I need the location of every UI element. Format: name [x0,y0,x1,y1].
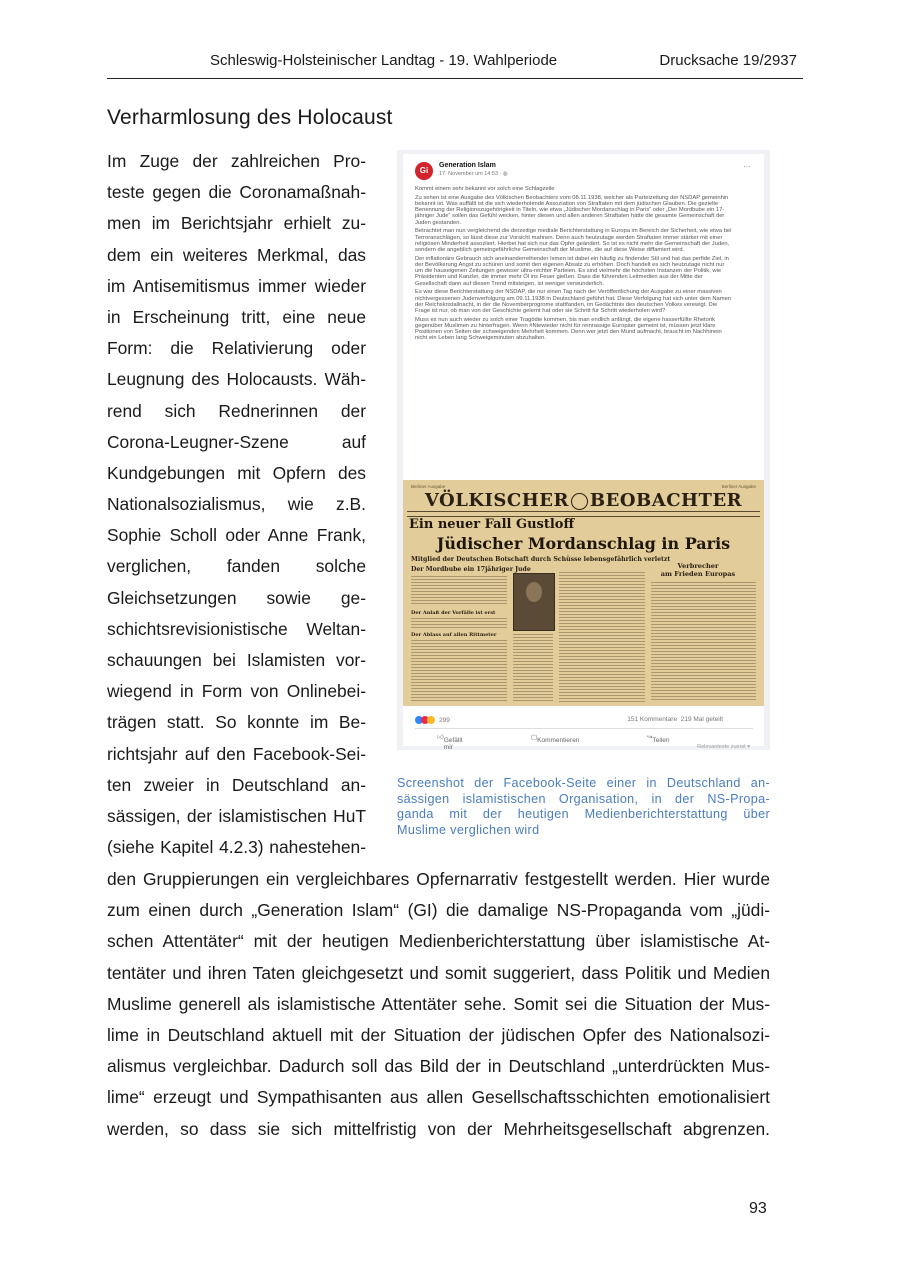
comment-label: Kommentieren [537,737,580,744]
page-name: Generation Islam [439,162,496,169]
text-line: Sophie Scholl oder Anne Frank, [107,525,366,546]
text-line: in Erscheinung tritt, eine neue [107,306,366,327]
page-header [107,52,803,79]
text-line: teste gegen die Coronamaßnah- [107,182,366,203]
edition-right: Berliner Ausgabe [721,484,756,489]
post-date: 17. November um 14:53 · ◍ [439,171,508,177]
caption-line: ganda mit der heutigen Medienberichterstattung über [397,807,770,822]
text-line: wiegend in Form von Onlinebei- [107,681,366,702]
text-line: men im Berichtsjahr erhielt zu- [107,213,366,234]
comment-sort[interactable]: Relevanteste zuerst ▾ [697,744,750,750]
sub-label-a: Der Anlaß der Vorfälle ist erst [411,610,496,616]
text-line: Form: die Relativierung oder [107,338,366,359]
text-column [411,618,507,628]
share-button[interactable]: ↪ Teilen [647,734,670,744]
like-label: Gefällt mir [443,737,463,750]
newspaper-masthead [403,490,764,511]
caption-line: Muslime verglichen wird [397,822,540,837]
post-paragraph: Betrachtet man nun vergleichend die derzeitige mediale Berichterstattung in Europa im Bereich der Sicherheit, wie etwa bei Terroranschlägen, so lässt diese zur Vorsicht mahnen. Denn auch heutzutage werden Straftaten immer stärker mit einer religiösen Minderheit assoziiert. Hierbei hat sich nur das Opfer geändert. So ist es nicht mehr die Gemeinschaft der Juden, sondern die angeblich gemeingefährliche Gemeinschaft der Muslime, die auf diese Weise diffamiert wird. [415,228,732,254]
text-line: werden, so dass sie sich mittelfristig von der Mehrheitsgesellschaft abgrenzen. [107,1118,770,1139]
post-stats [415,716,753,726]
headline-2: Jüdischer Mordanschlag in Paris [436,534,731,553]
text-line: zum einen durch „Generation Islam“ (GI) die damalige NS-Propaganda vom „jüdi- [107,900,770,921]
text-line: trägen statt. So konnte im Be- [107,712,366,733]
portrait-face [526,582,542,602]
text-column [411,640,507,702]
like-button[interactable]: 👍︎ Gefällt mir [437,734,463,750]
haha-reaction-icon [427,716,435,724]
text-column [559,572,645,702]
box-line-1: Verbrecher [677,562,719,570]
post-paragraph: Es war diese Berichterstattung der NSDAP, die nur einen Tag nach der Veröffentlichung der Ausgabe zu einer massiven nichtvergessenen Judenverfolgung am 09.11.1938 in Deutschland geführt hat. Diese Verfolgung hat sich unter dem Namen der Reichskristallnacht, in der die Novemberprogrome stattfanden, im Gedächtnis des deutschen Volkes verewigt. Die Frage ist nur, ob man von der Geschichte gelernt hat oder sie Schritt für Schritt wiederholen wird? [415,289,732,315]
text-line: im Antisemitismus immer wieder [107,275,366,296]
text-line: Muslime generell als islamistische Attentäter sehe. Somit sei die Situation der Mus- [107,993,770,1014]
text-line: dem ein weiteres Merkmal, das [107,244,366,265]
text-line: Nationalsozialismus, wie z.B. [107,494,366,515]
text-line: Corona-Leugner-Szene auf [107,431,366,452]
masthead-left: VÖLKISCHER [424,490,569,511]
share-label: Teilen [652,737,670,744]
document-number: Drucksache 19/2937 [659,52,797,69]
box-line-2: am Frieden Europas [660,570,736,578]
post-body [415,186,733,344]
text-line: richtsjahr auf den Facebook-Sei- [107,743,366,764]
text-line: Leugnung des Holocausts. Wäh- [107,369,366,390]
masthead-right: BEOBACHTER [589,490,743,511]
shares-count: 219 Mal geteilt [680,716,723,723]
section-title: Verharmlosung des Holocaust [107,106,393,129]
post-paragraph: Muss es nun auch wieder zu solch einer Tragödie kommen, bis man endlich anfängt, die eigene hasserfüllte Rhetorik gegenüber Muslimen zu hinterfragen. Wenn #Niewieder nicht für reinrassige Europäer gemeint ist, müssen jetzt klare Positionen von Seiten der schweigenden Mehrheit kommen. Denn wer jetzt den Mund aufmacht, braucht im Nachhinein nicht ein Leben lang Schweigeminuten abzuhalten. [415,316,722,342]
headline-4: Der Mordbube ein 17jähriger Jude [411,566,531,573]
text-line: den Gruppierungen ein vergleichbares Opfernarrativ festgestellt werden. Hier wurde [107,869,770,889]
text-line: Gleichsetzungen sowie ge- [107,587,366,608]
header-title: Schleswig-Holsteinischer Landtag - 19. Wahlperiode [210,52,558,69]
text-line: tentäter und ihren Taten gleichgesetzt und somit suggeriert, dass Politik und Medien [107,962,770,983]
page-number: 93 [749,1200,767,1217]
sub-label-b: Der Ablass auf allen Rittmeter [411,632,497,638]
headline-1: Ein neuer Fall Gustloff [409,517,575,532]
text-column [651,582,756,702]
full-width-text [107,864,770,1145]
text-line: schauungen bei Islamisten vor- [107,650,366,670]
eagle-seal-icon [571,493,588,510]
text-line: lime“ erzeugt und Sympathisanten aus allen Gesellschaftsschichten emotionalisiert [107,1087,770,1108]
text-line: alismus vergleichbar. Dadurch soll das Bild der in Deutschland „unterdrückten Mus- [107,1056,770,1077]
text-line: verglichen, fanden solche [107,556,366,577]
newspaper-image [403,480,764,706]
text-line: (siehe Kapitel 4.2.3) nahestehen- [107,837,366,858]
reactions-count: 299 [439,716,450,724]
reactions[interactable] [415,716,450,724]
post-paragraph: Der inflationäre Gebrauch sich aneinanderreihender Ismen ist dabei ein häufig zu findender Stil und hat das perfide Ziel, in der Bevölkerung Angst zu schüren und somit den eigenen Absatz zu erhöhen. Doch handelt es sich heutzutage nicht nur um die hauseigenen Zeitungen gewisser ultra-rechter Parteien. Es sind vielmehr die höchsten Instanzen der Politik, wie Präsidenten und Kanzler, die immer mehr Öl ins Feuer gießen. Dass die führenden Leitmedien aus der Mitte der Gesellschaft dann auf diesen Trend mitsteigen, ist weniger verwunderlich. [415,255,729,287]
text-line: sässigen, der islamistischen HuT [107,805,366,826]
newspaper-top-line [411,484,756,489]
text-line: ten zweier in Deutschland an- [107,774,366,795]
figure-caption [397,776,770,838]
comment-button[interactable]: ▢ Kommentieren [531,734,580,744]
text-column [411,576,507,606]
facebook-post-card [403,154,764,750]
comments-count: 151 Kommentare [627,716,678,723]
caption-line: Screenshot der Facebook-Seite einer in Deutschland an- [397,776,770,790]
text-line: lime in Deutschland aktuell mit der Situation der jüdischen Opfer des Nationalsozi- [107,1024,770,1045]
narrow-column-text [107,146,366,863]
text-line: schen Attentäter“ mit der heutigen Medienberichterstattung über islamistische At- [107,931,770,952]
post-header [415,162,755,184]
comments-shares[interactable] [627,716,723,723]
text-line: Im Zuge der zahlreichen Pro- [107,151,366,171]
text-column [513,634,553,702]
rule [407,511,760,512]
text-line: schichtsrevisionistische Weltan- [107,618,366,639]
facebook-screenshot [397,150,770,750]
edition-left: Berliner Ausgabe [411,484,446,489]
text-line: rend sich Rednerinnen der [107,400,366,421]
page-logo: Gi [415,162,433,180]
newspaper-photo [513,573,555,631]
post-paragraph: Zu sehen ist eine Ausgabe des Völkischen Beobachters vom 08.11.1938, welcher als Parteizeitung der NSDAP gemeinhin bekannt ist. Was auffällt ist die sich wiederholende Assoziation von Straftaten mit dem jüdischen Glauben. Die gezielte Benennung der Religionszugehörigkeit in Titeln, wie etwa „Jüdischer Mordanschlag in Paris“ oder „Der Mordbube ein 17-jähriger Jude“ sollen das Gefühl wecken, hinter diesen und allen anderen Straftaten hätte die gesamte Gemeinschaft der Juden gestanden. [415,194,729,226]
box-headline [648,562,748,578]
text-line: Kundgebungen mit Opfern des [107,462,366,483]
headline-3: Mitglied der Deutschen Botschaft durch Schüsse lebensgefährlich verletzt [411,556,671,563]
caption-line: sässigen islamistischen Organisation, in der NS-Propa- [397,791,770,806]
post-paragraph: Kommt einem sehr bekannt vor solch eine Schlagzeile [415,186,555,192]
more-options-icon: ··· [743,162,751,171]
